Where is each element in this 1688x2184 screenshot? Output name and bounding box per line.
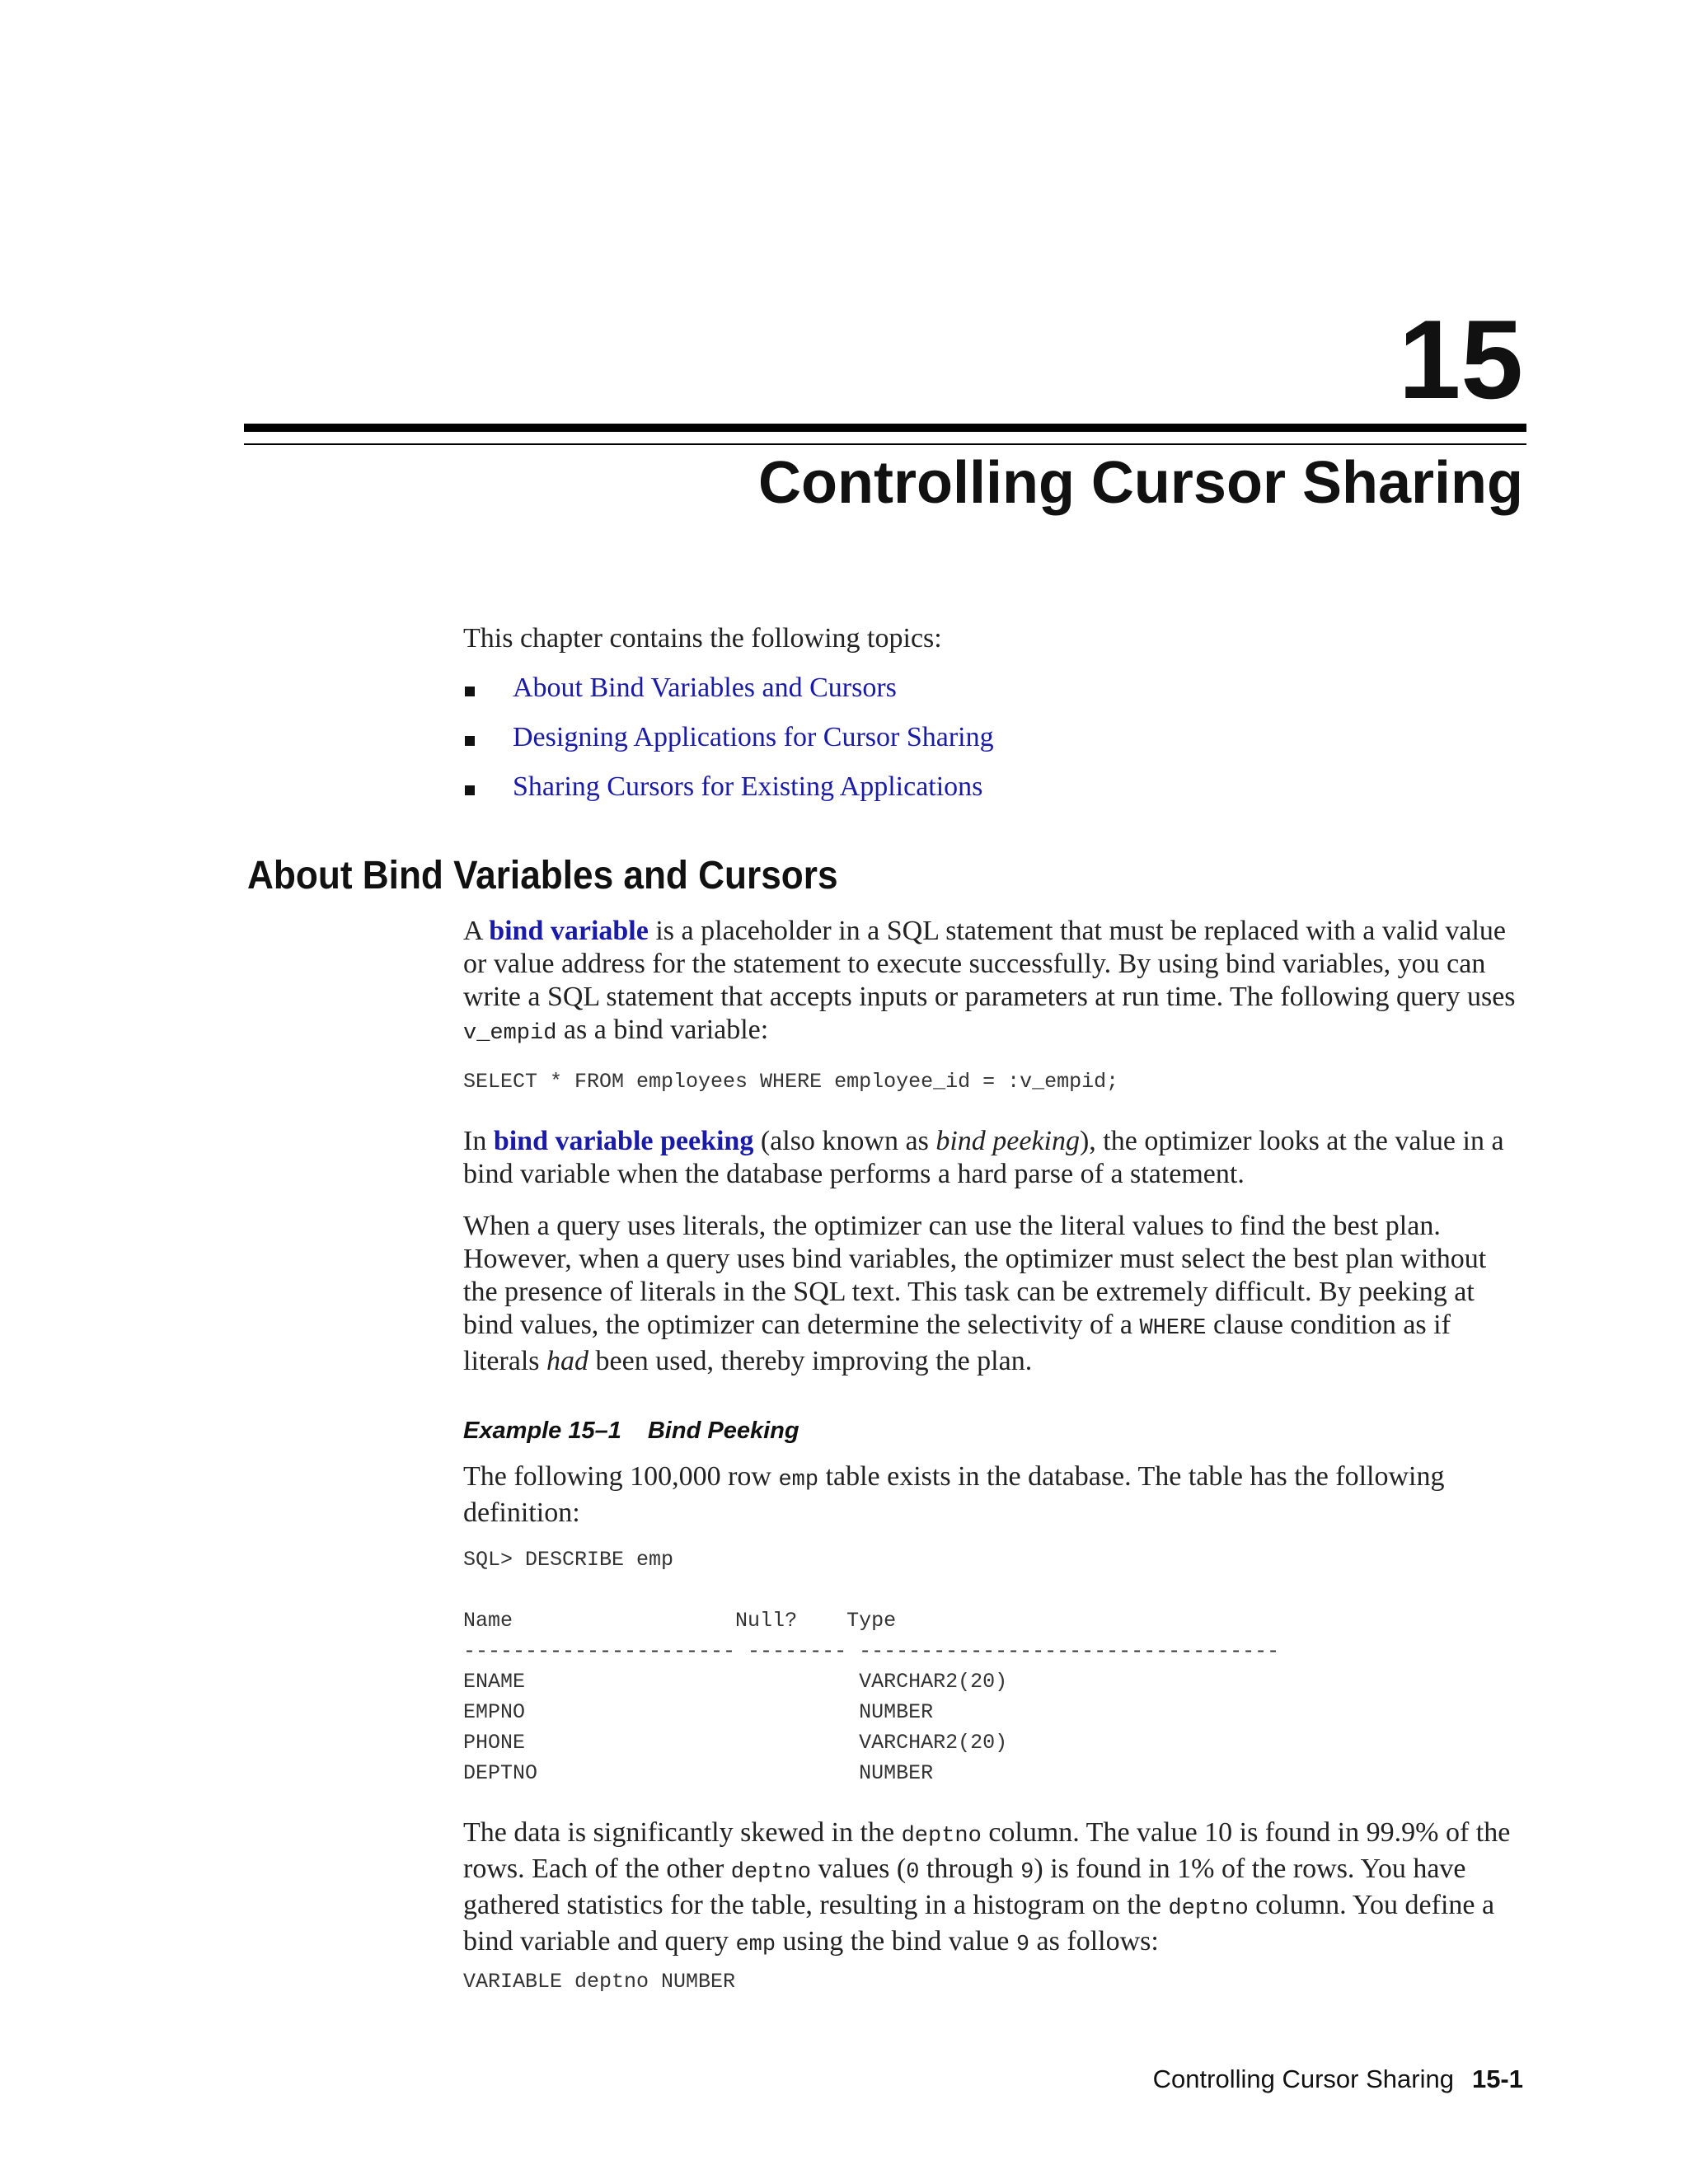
page-number: 15-1 [1471,2064,1523,2093]
topic-link[interactable]: About Bind Variables and Cursors [513,673,897,703]
paragraph-emp-table: The following 100,000 row emp table exists in the database. The table has the following definition: [463,1461,1445,1528]
example-title: Example 15–1 Bind Peeking [463,1418,799,1444]
chapter-number: 15 [1398,297,1523,422]
bullet-icon [465,736,475,746]
section-heading: About Bind Variables and Cursors [247,854,838,898]
intro-text: This chapter contains the following topics: [463,623,942,654]
paragraph-bind-peeking: In bind variable peeking (also known as bind peeking), the optimizer looks at the value in a bind variable when the database performs a hard parse of a statement. [463,1126,1504,1189]
topic-item[interactable] [463,771,994,820]
paragraph-skewed-data: The data is significantly skewed in the deptno column. The value 10 is found in 99.9% of the rows. Each of the other deptno values (0 through 9) is found in 1% of the rows. You have gathered statistics for the table, resulting in a histogram on the deptno column. You define a bind variable and query emp using the bind value 9 as follows: [463,1817,1511,1957]
glossary-term-link[interactable]: bind variable peeking [493,1126,754,1156]
topic-item[interactable] [463,672,994,721]
topic-link[interactable]: Designing Applications for Cursor Sharing [513,722,994,752]
chapter-rule-thick [244,424,1526,432]
code-block-describe: SQL> DESCRIBE emp Name Null? Type ---------------------- -------- ---------------------------------- ENAME VARCHAR2(20) EMPNO NUMBER PHONE VARCHAR2(20) DEPTNO NUMBER [463,1548,1280,1785]
inline-code: WHERE [1139,1316,1207,1341]
topic-item[interactable] [463,721,994,771]
inline-code: v_empid [463,1021,557,1046]
topic-list [463,672,994,820]
glossary-term-link[interactable]: bind variable [489,916,649,946]
bullet-icon [465,785,475,795]
bullet-icon [465,687,475,696]
code-block-variable: VARIABLE deptno NUMBER [463,1970,736,1994]
paragraph-literals: When a query uses literals, the optimizer can use the literal values to find the best plan. However, when a query uses bind variables, the optimizer must select the best plan without the presence of literals in the SQL text. This task can be extremely difficult. By peeking at bind values, the optimizer can determine the selectivity of a WHERE clause condition as if literals had been used, thereby improving the plan. [463,1211,1487,1376]
chapter-title: Controlling Cursor Sharing [758,450,1523,516]
inline-code: emp [778,1468,819,1493]
code-block-select: SELECT * FROM employees WHERE employee_id = :v_empid; [463,1070,1119,1094]
chapter-rule-thin [244,443,1526,445]
page-footer [1153,2064,1523,2094]
paragraph-bind-variable: A bind variable is a placeholder in a SQL statement that must be replaced with a valid value or value address for the statement to execute successfully. By using bind variables, you can write a SQL statement that accepts inputs or parameters at run time. The following query uses v_empid as a bind variable: [463,916,1516,1046]
topic-link[interactable]: Sharing Cursors for Existing Applications [513,771,983,802]
footer-title: Controlling Cursor Sharing [1152,2064,1454,2093]
